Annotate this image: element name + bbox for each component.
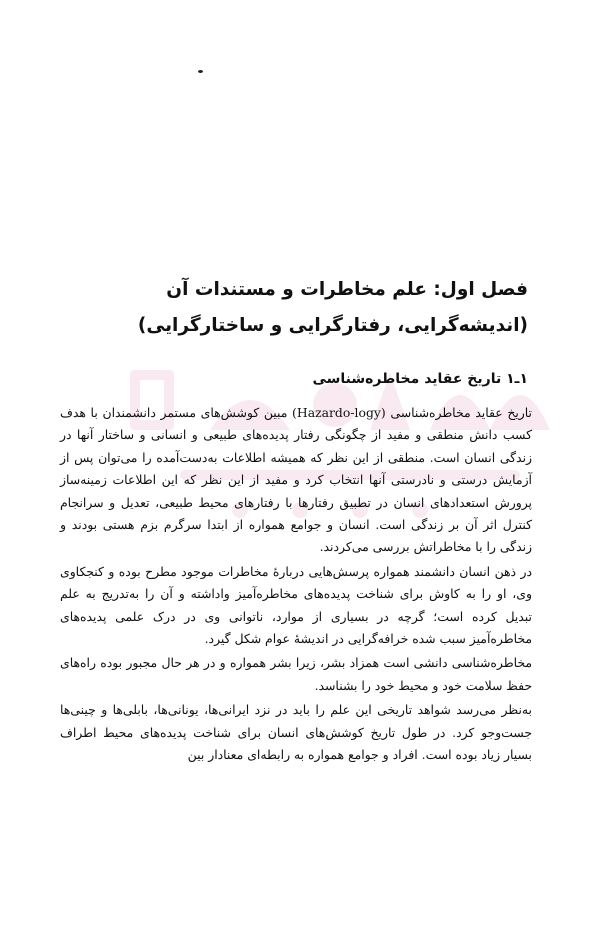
section-heading: ۱ـ۱ تاریخ عقاید مخاطره‌شناسی xyxy=(312,371,528,387)
chapter-title: فصل اول: علم مخاطرات و مستندات آن (اندیشه‌گرایی، رفتارگرایی و ساختارگرایی) xyxy=(137,279,528,336)
body-text xyxy=(60,402,532,769)
page-mark xyxy=(198,70,203,73)
paragraph: مخاطره‌شناسی دانشی است همزاد بشر، زیرا بشر همواره و در هر حال مجبور بوده راه‌های حفظ سلامت خود و محیط خود را بشناسد. xyxy=(60,655,532,693)
paragraph: تاریخ عقاید مخاطره‌شناسی (Hazardo-logy) مبین کوشش‌های مستمر دانشمندان با هدف کسب دانش منطقی و مفید از چگونگی رفتار پدیده‌های طبیعی و انسانی و ساختار آنها در زندگی انسان است. منطقی از این نظر که همیشه اطلاعات به‌دست‌آمده را می‌توان پس از آزمایش درستی و نادرستی آنها انتخاب کرد و مفید از این نظر که این اطلاعات زمینه‌ساز پرورش استعدادهای انسان در تطبیق رفتارها با رفتارهای محیط طبیعی، تعدیل و سرانجام کنترل اثر آن بر زندگی است. انسان و جوامع همواره از ابتدا سرگرم بزم هستی بودند و زندگی را با مخاطراتش بررسی می‌کردند. xyxy=(60,405,532,555)
paragraph: در ذهن انسان دانشمند همواره پرسش‌هایی دربارهٔ مخاطرات موجود مطرح بوده و کنجکاوی وی، او را به کاوش برای شناخت پدیده‌های مخاطره‌آمیز واداشته و آن را به‌تدریج به علم تبدیل کرده است؛ گرچه در بسیاری از موارد، ناتوانی وی در درک علمی پدیده‌های مخاطره‌آمیز سبب شده خرافه‌گرایی در اندیشهٔ عوام شکل گیرد. xyxy=(60,563,532,647)
paragraph: به‌نظر می‌رسد شواهد تاریخی این علم را باید در نزد ایرانی‌ها، یونانی‌ها، بابلی‌ها و چینی‌ها جست‌وجو کرد. در طول تاریخ کوشش‌های انسان برای شناخت پدیده‌های محیط اطراف بسیار زیاد بوده است. افراد و جوامع همواره به رابطه‌ای معنادار بین xyxy=(60,702,532,763)
